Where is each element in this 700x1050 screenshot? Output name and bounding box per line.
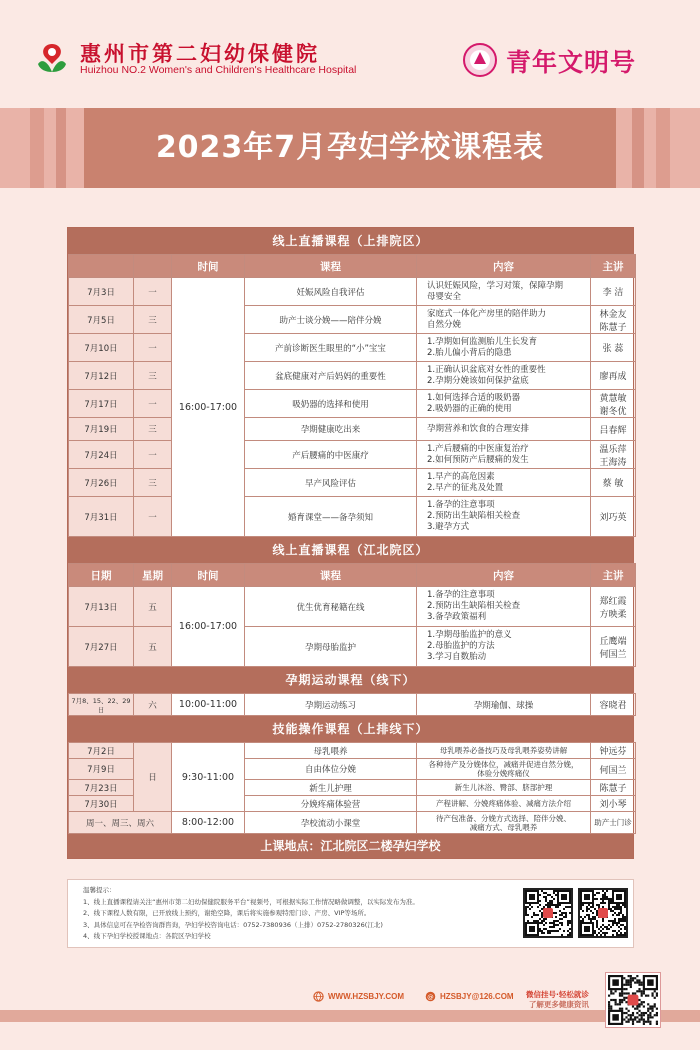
header-cell: 主讲: [591, 255, 636, 278]
cell-line: 2.吸奶器的正确的使用: [427, 403, 512, 414]
cell-line: 3.学习自数胎动: [427, 652, 487, 662]
course-cell: 产前诊断医生眼里的“小”宝宝: [245, 334, 417, 362]
cell-line: 认识妊娠风险，学习对策，保障孕期: [427, 280, 564, 291]
page-title: 2023年7月孕妇学校课程表: [155, 130, 545, 165]
course-cell: 盆底健康对产后妈妈的重要性: [245, 362, 417, 390]
weekday-cell: 一: [134, 334, 172, 362]
cell-line: 各种待产及分娩体位，减痛并促进自然分娩，: [428, 760, 579, 769]
cell-line: 1.产后腰痛的中医康复治疗: [427, 443, 529, 454]
hospital-name-cn: 惠州市第二妇幼保健院: [80, 41, 320, 66]
section-title-exercise: 孕期运动课程（线下）: [68, 667, 633, 693]
content-cell: [417, 759, 591, 780]
cell-line: 黄慧敏: [599, 393, 627, 404]
cell-line: 王海涛: [599, 457, 627, 468]
weekday-cell: 一: [134, 497, 172, 537]
cell-line: 谢冬优: [599, 406, 627, 417]
cell-line: 何国兰: [599, 649, 627, 660]
date-cell: 7月26日: [69, 469, 134, 497]
header-cell: 主讲: [591, 564, 636, 587]
teacher-cell: [591, 441, 636, 469]
table-row: [69, 743, 636, 759]
globe-icon: [313, 991, 324, 1002]
content-cell: [417, 441, 591, 469]
cell-line: 自然分娩: [427, 319, 462, 330]
teacher-cell: [591, 278, 636, 306]
time-cell: 9:30-11:00: [172, 743, 245, 812]
hospital-logo-icon: [32, 38, 72, 78]
date-cell: 7月30日: [69, 796, 134, 812]
content-cell: [417, 306, 591, 334]
cell-line: 2.母胎监护的方法: [427, 641, 495, 651]
header-cell: 内容: [417, 564, 591, 587]
teacher-cell: [591, 497, 636, 537]
content-cell: [417, 334, 591, 362]
teacher-cell: 陈慧子: [591, 780, 636, 796]
cell-line: 3.避孕方式: [427, 522, 470, 532]
notice-text: [83, 885, 503, 943]
table-online-jiangbei: [68, 563, 636, 667]
qr-code-icon[interactable]: [523, 888, 573, 938]
notice-line: 3、具体信息可在孕检咨询群咨询，孕妇学校咨询电话：0752-7380936（上排）0752-2780326(江北): [83, 920, 383, 929]
cell-line: 1.孕期如何监测胎儿生长发育: [427, 336, 538, 347]
table-row: [69, 278, 636, 306]
weekday-cell: 一: [134, 390, 172, 418]
course-cell: 助产士谈分娩——陪伴分娩: [245, 306, 417, 334]
qr-code-icon[interactable]: [605, 972, 661, 1028]
date-cell: 7月12日: [69, 362, 134, 390]
course-cell: 产后腰痛的中医康疗: [245, 441, 417, 469]
qr-code-icon[interactable]: [578, 888, 628, 938]
cell-line: 1.如何选择合适的吸奶器: [427, 392, 521, 403]
weekday-cell: 五: [134, 627, 172, 667]
class-location: 上课地点：江北院区二楼孕妇学校: [68, 834, 633, 858]
weekday-cell: 五: [134, 587, 172, 627]
time-cell: 10:00-11:00: [172, 694, 245, 716]
cell-line: 1.备孕的注意事项: [427, 590, 495, 600]
header-cell: 课程: [245, 255, 417, 278]
table-online-shangpai: [68, 254, 636, 537]
time-cell: 16:00-17:00: [172, 587, 245, 667]
teacher-cell: [591, 334, 636, 362]
cell-line: 2.孕期分娩该如何保护盆底: [427, 375, 529, 386]
cell-line: 1.备孕的注意事项: [427, 500, 495, 510]
cell-line: 1.正确认识盆底对女性的重要性: [427, 364, 546, 375]
header-cell: 时间: [172, 255, 245, 278]
cell-line: 1.孕期母胎监护的意义: [427, 630, 512, 640]
cell-line: 1.早产的高危因素: [427, 471, 495, 482]
table-row: [69, 694, 636, 716]
bottom-bar: [0, 1010, 700, 1022]
header: [0, 0, 700, 95]
date-cell: 7月27日: [69, 627, 134, 667]
table-row: [69, 362, 636, 390]
website-link[interactable]: WWW.HZSBJY.COM: [328, 992, 404, 1001]
date-cell: 7月3日: [69, 278, 134, 306]
cell-line: 母乳喂养必备技巧及母乳喂养姿势讲解: [439, 746, 568, 755]
table-header-row: [69, 255, 636, 278]
course-cell: 孕期母胎监护: [245, 627, 417, 667]
content-cell: [417, 780, 591, 796]
cell-line: 2.如何预防产后腰痛的发生: [427, 454, 529, 465]
teacher-cell: [591, 390, 636, 418]
section-title-online-jiangbei: 线上直播课程（江北院区）: [68, 537, 633, 563]
cell-line: 母婴安全: [427, 291, 462, 302]
cell-line: 产程讲解、分娩疼痛体验、减痛方法介绍: [436, 799, 571, 808]
table-header-row: [69, 564, 636, 587]
course-cell: 婚育课堂——备孕须知: [245, 497, 417, 537]
date-cell: 周一、周三、周六: [69, 812, 172, 834]
course-cell: 分娩疼痛体验营: [245, 796, 417, 812]
promo-line-1: 微信挂号·轻松就诊: [526, 990, 589, 999]
table-row: [69, 627, 636, 667]
date-cell: 7月8、15、22、29日: [69, 694, 134, 716]
cell-line: 林金友: [599, 309, 627, 320]
teacher-cell: [591, 627, 636, 667]
table-row: [69, 469, 636, 497]
date-cell: 7月13日: [69, 587, 134, 627]
table-row: [69, 812, 636, 834]
teacher-cell: [591, 306, 636, 334]
weekday-cell: 日: [134, 743, 172, 812]
header-cell: 课程: [245, 564, 417, 587]
date-cell: 7月9日: [69, 759, 134, 780]
cell-line: 减痛方式、母乳喂养: [469, 822, 538, 832]
teacher-cell: [591, 469, 636, 497]
content-cell: 孕期瑜伽、球操: [417, 694, 591, 716]
weekday-cell: 三: [134, 418, 172, 441]
header-cell: [69, 255, 134, 278]
table-row: [69, 497, 636, 537]
notice-title: 温馨提示：: [83, 886, 116, 894]
teacher-cell: 钟远芬: [591, 743, 636, 759]
cell-line: 李 洁: [602, 288, 624, 298]
time-cell: 16:00-17:00: [172, 278, 245, 537]
svg-text:@: @: [427, 992, 434, 1001]
content-cell: [417, 812, 591, 834]
notice-line: 4、线下孕妇学校授课地点：各院区孕妇学校: [83, 932, 211, 940]
date-cell: 7月24日: [69, 441, 134, 469]
date-cell: 7月2日: [69, 743, 134, 759]
date-cell: 7月31日: [69, 497, 134, 537]
email-icon: [425, 991, 436, 1002]
course-cell: 孕校流动小课堂: [245, 812, 417, 834]
course-cell: 母乳喂养: [245, 743, 417, 759]
cell-line: 刘巧英: [599, 513, 627, 523]
header-cell: 时间: [172, 564, 245, 587]
table-row: [69, 334, 636, 362]
teacher-cell: [591, 418, 636, 441]
notice-line: 1、线上直播课程请关注“惠州市第二妇幼保健院服务平台”视频号，可根据实际工作情况略做调整，以实际发布为准。: [83, 897, 419, 906]
cell-line: 张 蕊: [602, 344, 624, 354]
teacher-cell: 刘小琴: [591, 796, 636, 812]
content-cell: [417, 278, 591, 306]
content-cell: [417, 497, 591, 537]
weekday-cell: 三: [134, 306, 172, 334]
cell-line: 新生儿沐浴、臀部、脐部护理: [454, 783, 553, 792]
course-cell: 吸奶器的选择和使用: [245, 390, 417, 418]
weekday-cell: 三: [134, 469, 172, 497]
content-cell: [417, 627, 591, 667]
content-cell: [417, 796, 591, 812]
email-link[interactable]: HZSBJY@126.COM: [440, 992, 514, 1001]
date-cell: 7月5日: [69, 306, 134, 334]
course-cell: 早产风险评估: [245, 469, 417, 497]
teacher-cell: 何国兰: [591, 759, 636, 780]
cell-line: 体验分娩疼痛仪: [477, 769, 530, 778]
cell-line: 待产包准备、分娩方式选择、陪伴分娩、: [436, 813, 571, 823]
table-row: [69, 306, 636, 334]
header-cell: 日期: [69, 564, 134, 587]
title-banner: [0, 108, 700, 188]
header-cell: [134, 255, 172, 278]
cell-line: 温乐萍: [599, 444, 627, 455]
cell-line: 2.预防出生缺陷相关检查: [427, 601, 521, 611]
date-cell: 7月23日: [69, 780, 134, 796]
weekday-cell: 一: [134, 278, 172, 306]
teacher-cell: 容晓君: [591, 694, 636, 716]
promo-line-2: 了解更多健康资讯: [528, 1000, 589, 1009]
cell-line: 廖再成: [599, 372, 627, 382]
content-cell: [417, 418, 591, 441]
notice-line: 2、线下课程人数有限，已开放线上预约，谢绝空降，课后将实施参观特需门诊、产房、VIP等场所。: [83, 909, 371, 917]
table-row: [69, 390, 636, 418]
course-cell: 孕期运动练习: [245, 694, 417, 716]
section-title-skills: 技能操作课程（上排线下）: [68, 716, 633, 742]
table-row: [69, 587, 636, 627]
date-cell: 7月19日: [69, 418, 134, 441]
content-cell: [417, 362, 591, 390]
course-cell: 新生儿护理: [245, 780, 417, 796]
weekday-cell: 一: [134, 441, 172, 469]
cell-line: 家庭式一体化产房里的陪伴助力: [427, 308, 547, 319]
table-exercise: [68, 693, 636, 716]
cell-line: 方映柔: [599, 609, 627, 620]
cell-line: 陈慧子: [599, 322, 627, 333]
teacher-cell: [591, 587, 636, 627]
content-cell: [417, 587, 591, 627]
content-cell: [417, 390, 591, 418]
teacher-cell: [591, 362, 636, 390]
header-cell: 星期: [134, 564, 172, 587]
promo-text: [526, 990, 589, 1010]
notice-box: [67, 879, 634, 948]
cell-line: 郑红霞: [599, 596, 627, 607]
youth-civilization-badge-icon: [462, 40, 498, 80]
content-cell: [417, 743, 591, 759]
cell-line: 吕春辉: [599, 425, 627, 436]
course-cell: 孕期健康吃出来: [245, 418, 417, 441]
course-cell: 优生优育秘籍在线: [245, 587, 417, 627]
cell-line: 2.早产的征兆及处置: [427, 482, 504, 493]
cell-line: 2.胎儿偏小背后的隐患: [427, 347, 512, 358]
content-cell: [417, 469, 591, 497]
cell-line: 丘鹰端: [599, 636, 627, 647]
youth-civilization-title: 青年文明号: [506, 48, 637, 77]
hospital-name-en: Huizhou NO.2 Women's and Children's Healthcare Hospital: [80, 64, 357, 76]
cell-line: 蔡 敏: [602, 479, 624, 489]
table-skills: [68, 742, 636, 834]
teacher-cell: 助产士门诊: [591, 812, 636, 834]
table-row: [69, 441, 636, 469]
weekday-cell: 三: [134, 362, 172, 390]
course-cell: 自由体位分娩: [245, 759, 417, 780]
course-cell: 妊娠风险自我评估: [245, 278, 417, 306]
time-cell: 8:00-12:00: [172, 812, 245, 834]
cell-line: 3.备孕政策福利: [427, 612, 487, 622]
table-row: [69, 418, 636, 441]
weekday-cell: 六: [134, 694, 172, 716]
cell-line: 孕期营养和饮食的合理安排: [427, 423, 530, 434]
header-cell: 内容: [417, 255, 591, 278]
date-cell: 7月10日: [69, 334, 134, 362]
date-cell: 7月17日: [69, 390, 134, 418]
section-title-online-shangpai: 线上直播课程（上排院区）: [68, 228, 633, 254]
schedule-table: [67, 227, 634, 859]
cell-line: 2.预防出生缺陷相关检查: [427, 511, 521, 521]
